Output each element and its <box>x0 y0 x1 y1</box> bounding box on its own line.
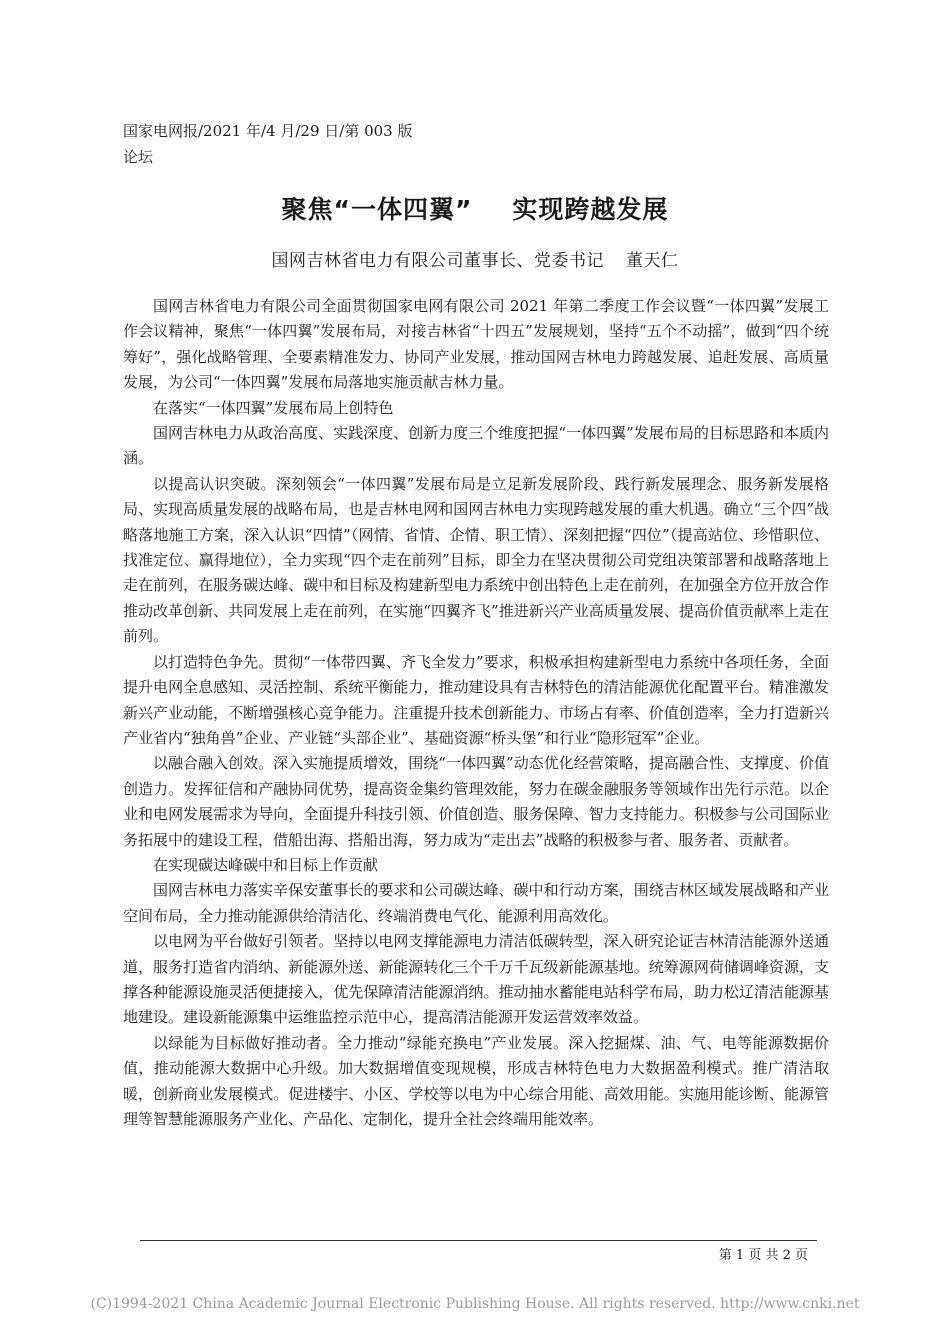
section-heading-2: 在实现碳达峰碳中和目标上作贡献 <box>153 855 379 874</box>
source-column-line: 论坛 <box>123 148 154 166</box>
title-part-2: 实现跨越发展 <box>512 195 669 224</box>
title-part-1: 聚焦“一体四翼” <box>281 195 473 224</box>
section-heading-1: 在落实“一体四翼”发展布局上创特色 <box>153 398 394 417</box>
paragraph: 以提高认识突破。深刻领会“一体四翼”发展布局是立足新发展阶段、践行新发展理念、服务新发展格局、实现高质量发展的战略布局，也是吉林电网和国网吉林电力实现跨越发展的重大机遇。确立“三个四”战略落地施工方案，深入认识“四情”（网情、省情、企情、职工情）、深刻把握“四位”（提高站位、珍惜职位、找准定位、赢得地位），全力实现“四个走在前列”目标，即全力在坚决贯彻公司党组决策部署和战略落地上走在前列，在服务碳达峰、碳中和目标及构建新型电力系统中创出特色上走在前列，在加强全方位开放合作推动改革创新、共同发展上走在前列，在实施“四翼齐飞”推进新兴产业高质量发展、提高价值贡献率上走在前列。 <box>123 474 829 646</box>
paragraph: 国网吉林电力落实辛保安董事长的要求和公司碳达峰、碳中和行动方案，围绕吉林区域发展战略和产业空间布局，全力推动能源供给清洁化、终端消费电气化、能源利用高效化。 <box>123 881 829 925</box>
copyright-watermark: (C)1994-2021 China Academic Journal Electronic Publishing House. All rights reserved. http://www.cnki.net <box>90 1296 860 1312</box>
article-body <box>123 294 829 1132</box>
source-publication-line: 国家电网报/2021 年/4 月/29 日/第 003 版 <box>123 122 413 140</box>
footer-divider <box>140 1240 817 1241</box>
author-affiliation: 国网吉林省电力有限公司董事长、党委书记 <box>271 251 604 271</box>
paragraph: 国网吉林电力从政治高度、实践深度、创新力度三个维度把握“一体四翼”发展布局的目标思路和本质内涵。 <box>123 424 829 468</box>
paragraph: 以打造特色争先。贯彻“一体带四翼、齐飞全发力”要求，积极承担构建新型电力系统中各项任务，全面提升电网全息感知、灵活控制、系统平衡能力，推动建设具有吉林特色的清洁能源优化配置平台。精准激发新兴产业动能，不断增强核心竞争能力。注重提升技术创新能力、市场占有率、价值创造率，全力打造新兴产业省内“独角兽”企业、产业链“头部企业”、基础资源“桥头堡”和行业“隐形冠军”企业。 <box>123 652 829 747</box>
page-number: 第 1 页 共 2 页 <box>718 1248 808 1263</box>
article-title <box>0 190 950 226</box>
article-author <box>0 246 950 271</box>
author-name: 董天仁 <box>626 251 679 271</box>
paragraph: 以电网为平台做好引领者。坚持以电网支撑能源电力清洁低碳转型，深入研究论证吉林清洁能源外送通道，服务打造省内消纳、新能源外送、新能源转化三个千万千瓦级新能源基地。统筹源网荷储调峰资源，支撑各种能源设施灵活便捷接入，优先保障清洁能源消纳。推动抽水蓄能电站科学布局，助力松辽清洁能源基地建设。建设新能源集中运维监控示范中心，提高清洁能源开发运营效率效益。 <box>123 932 829 1027</box>
paragraph: 以绿能为目标做好推动者。全力推动“绿能充换电”产业发展。深入挖掘煤、油、气、电等能源数据价值，推动能源大数据中心升级。加大数据增值变现规模，形成吉林特色电力大数据盈利模式。推广清洁取暖，创新商业发展模式。促进楼宇、小区、学校等以电为中心综合用能、高效用能。实施用能诊断、能源管理等智慧能源服务产业化、产品化、定制化，提升全社会终端用能效率。 <box>123 1033 829 1128</box>
paragraph-intro: 国网吉林省电力有限公司全面贯彻国家电网有限公司 2021 年第二季度工作会议暨“一体四翼”发展工作会议精神，聚焦“一体四翼”发展布局，对接吉林省“十四五”发展规划，坚持“五个不动摇”，做到“四个统筹好”，强化战略管理、全要素精准发力、协同产业发展，推动国网吉林电力跨越发展、追赶发展、高质量发展，为公司“一体四翼”发展布局落地实施贡献吉林力量。 <box>123 297 829 392</box>
article-source <box>123 118 413 170</box>
paragraph: 以融合融入创效。深入实施提质增效，围绕“一体四翼”动态优化经营策略，提高融合性、支撑度、价值创造力。发挥征信和产融协同优势，提高资金集约管理效能，努力在碳金融服务等领域作出先行示范。以企业和电网发展需求为导向，全面提升科技引领、价值创造、服务保障、智力支持能力。积极参与公司国际业务拓展中的建设工程，借船出海、搭船出海，努力成为“走出去”战略的积极参与者、服务者、贡献者。 <box>123 754 829 849</box>
